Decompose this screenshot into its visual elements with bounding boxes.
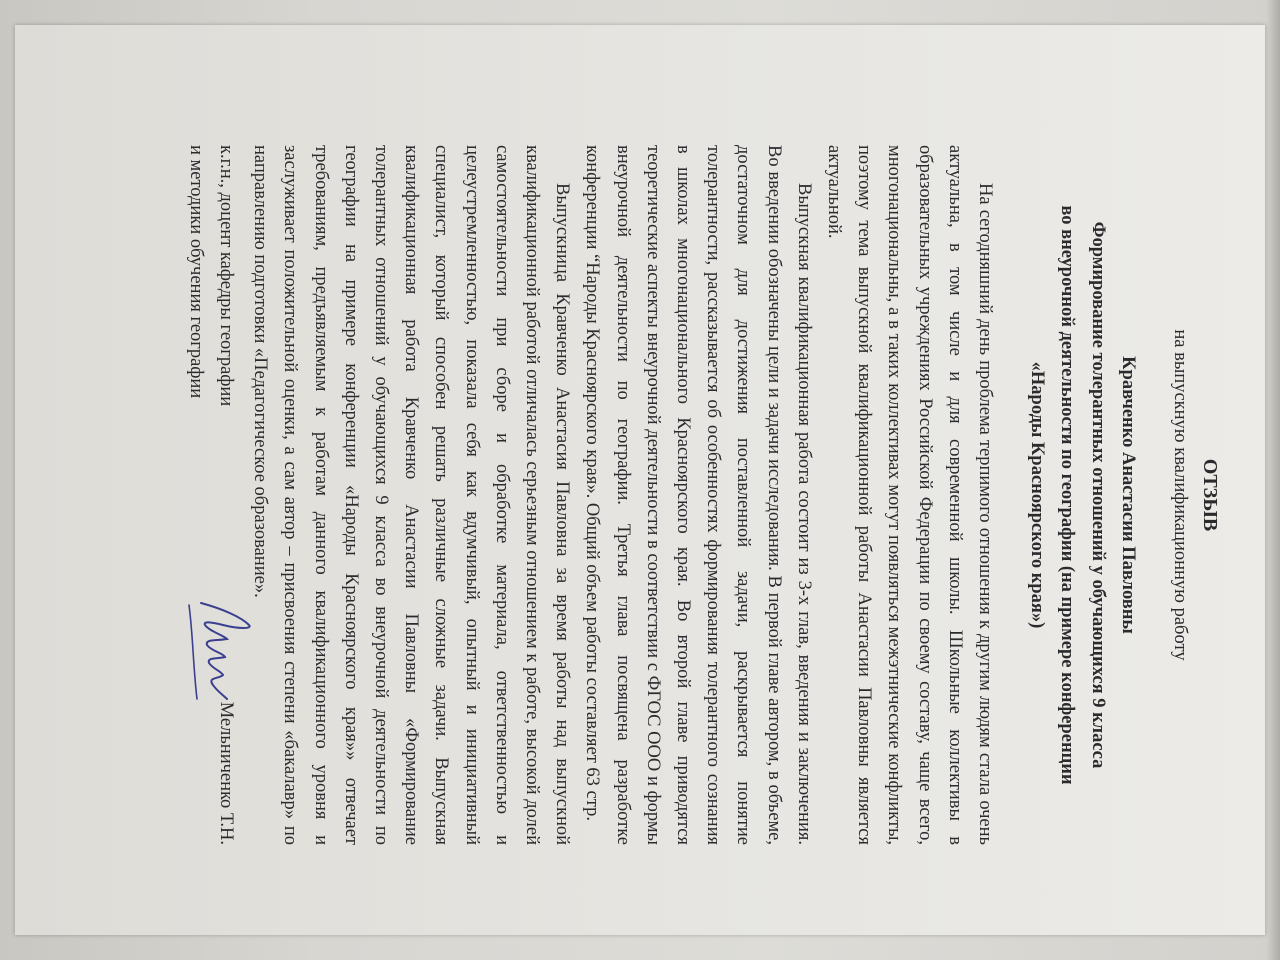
paragraph-structure: Выпускная квалификационная работа состоит из 3-х глав, введения и заключения. Во введении обозначены цели и задачи исследования. В первой главе автором, в объеме, достаточном для достижения поставленной задачи, раскрывается понятие толерантности, рассказывается об особенностях формирования толерантного сознания в школах многонационального Красноярского края. Во второй главе приводятся теоретические аспекты внеурочной деятельности в соответствии с ФГОС ООО и формы внеурочной деятельности по географии. Третья глава посвящена разработке конференции “Народы Красноярского края». Общий объем работы составляет 63 стр. (582, 145, 814, 845)
reviewer-position-line-1: к.г.н., доцент кафедры географии (215, 145, 236, 407)
review-document (15, 25, 1265, 935)
topic-line-3: «Народы Красноярского края») (1027, 361, 1048, 629)
paragraph-relevance: На сегодняшний день проблема терпимого отношения к другим людям стала очень актуальна, в том числе и для современной школы. Школьные коллективы в образовательных учреждениях Российской Федерации по своему составу, чаще всего, многонациональны, а в таких коллективах могут появляться межэтнические конфликты, поэтому тема выпускной квалификационной работы Анастасии Павловны является актуальной. (823, 145, 995, 845)
signature-stroke (201, 603, 250, 699)
topic-line-2: во внеурочной деятельности по географии (на примере конференции (1057, 205, 1078, 785)
reviewer-position-line-2: и методики обучения географии (185, 145, 206, 399)
document-body (175, 145, 1225, 845)
student-name: Кравченко Анастасии Павловны (1117, 356, 1138, 634)
signature-block (175, 145, 241, 845)
handwritten-signature (173, 595, 263, 705)
signature-underline (189, 605, 197, 699)
topic-line-1: Формирование толерантных отношений у обучающихся 9 класса (1087, 221, 1108, 769)
paragraph-assessment: Выпускница Кравченко Анастасия Павловна за время работы над выпускной квалификационной работой отличалась серьезным отношением к работе, высокой долей самостоятельности при сборе и обработке материала, ответственностью и целеустремленностью, показала себя как вдумчивый, опытный и инициативный специалист, который способен решать различные сложные задачи. Выпускная квалификационная работа Кравченко Анастасии Павловны «Формирование толерантных отношений у обучающихся 9 класса во внеурочной деятельности по географии на примере конференции «Народы Красноярского края»» отвечает требованиям, предъявляемым к работам данного квалификационного уровня и заслуживает положительной оценки, а сам автор – присвоения степени «бакалавр» по направлению подготовки «Педагогическое образование». (250, 145, 573, 845)
reviewer-name: Мельниченко Т.Н. (215, 701, 236, 845)
document-subheading: на выпускную квалификационную работу (1170, 329, 1190, 661)
reviewer-position (181, 145, 241, 406)
document-heading: ОТЗЫВ (1199, 458, 1221, 532)
page-edge-shadow (1266, 0, 1280, 960)
